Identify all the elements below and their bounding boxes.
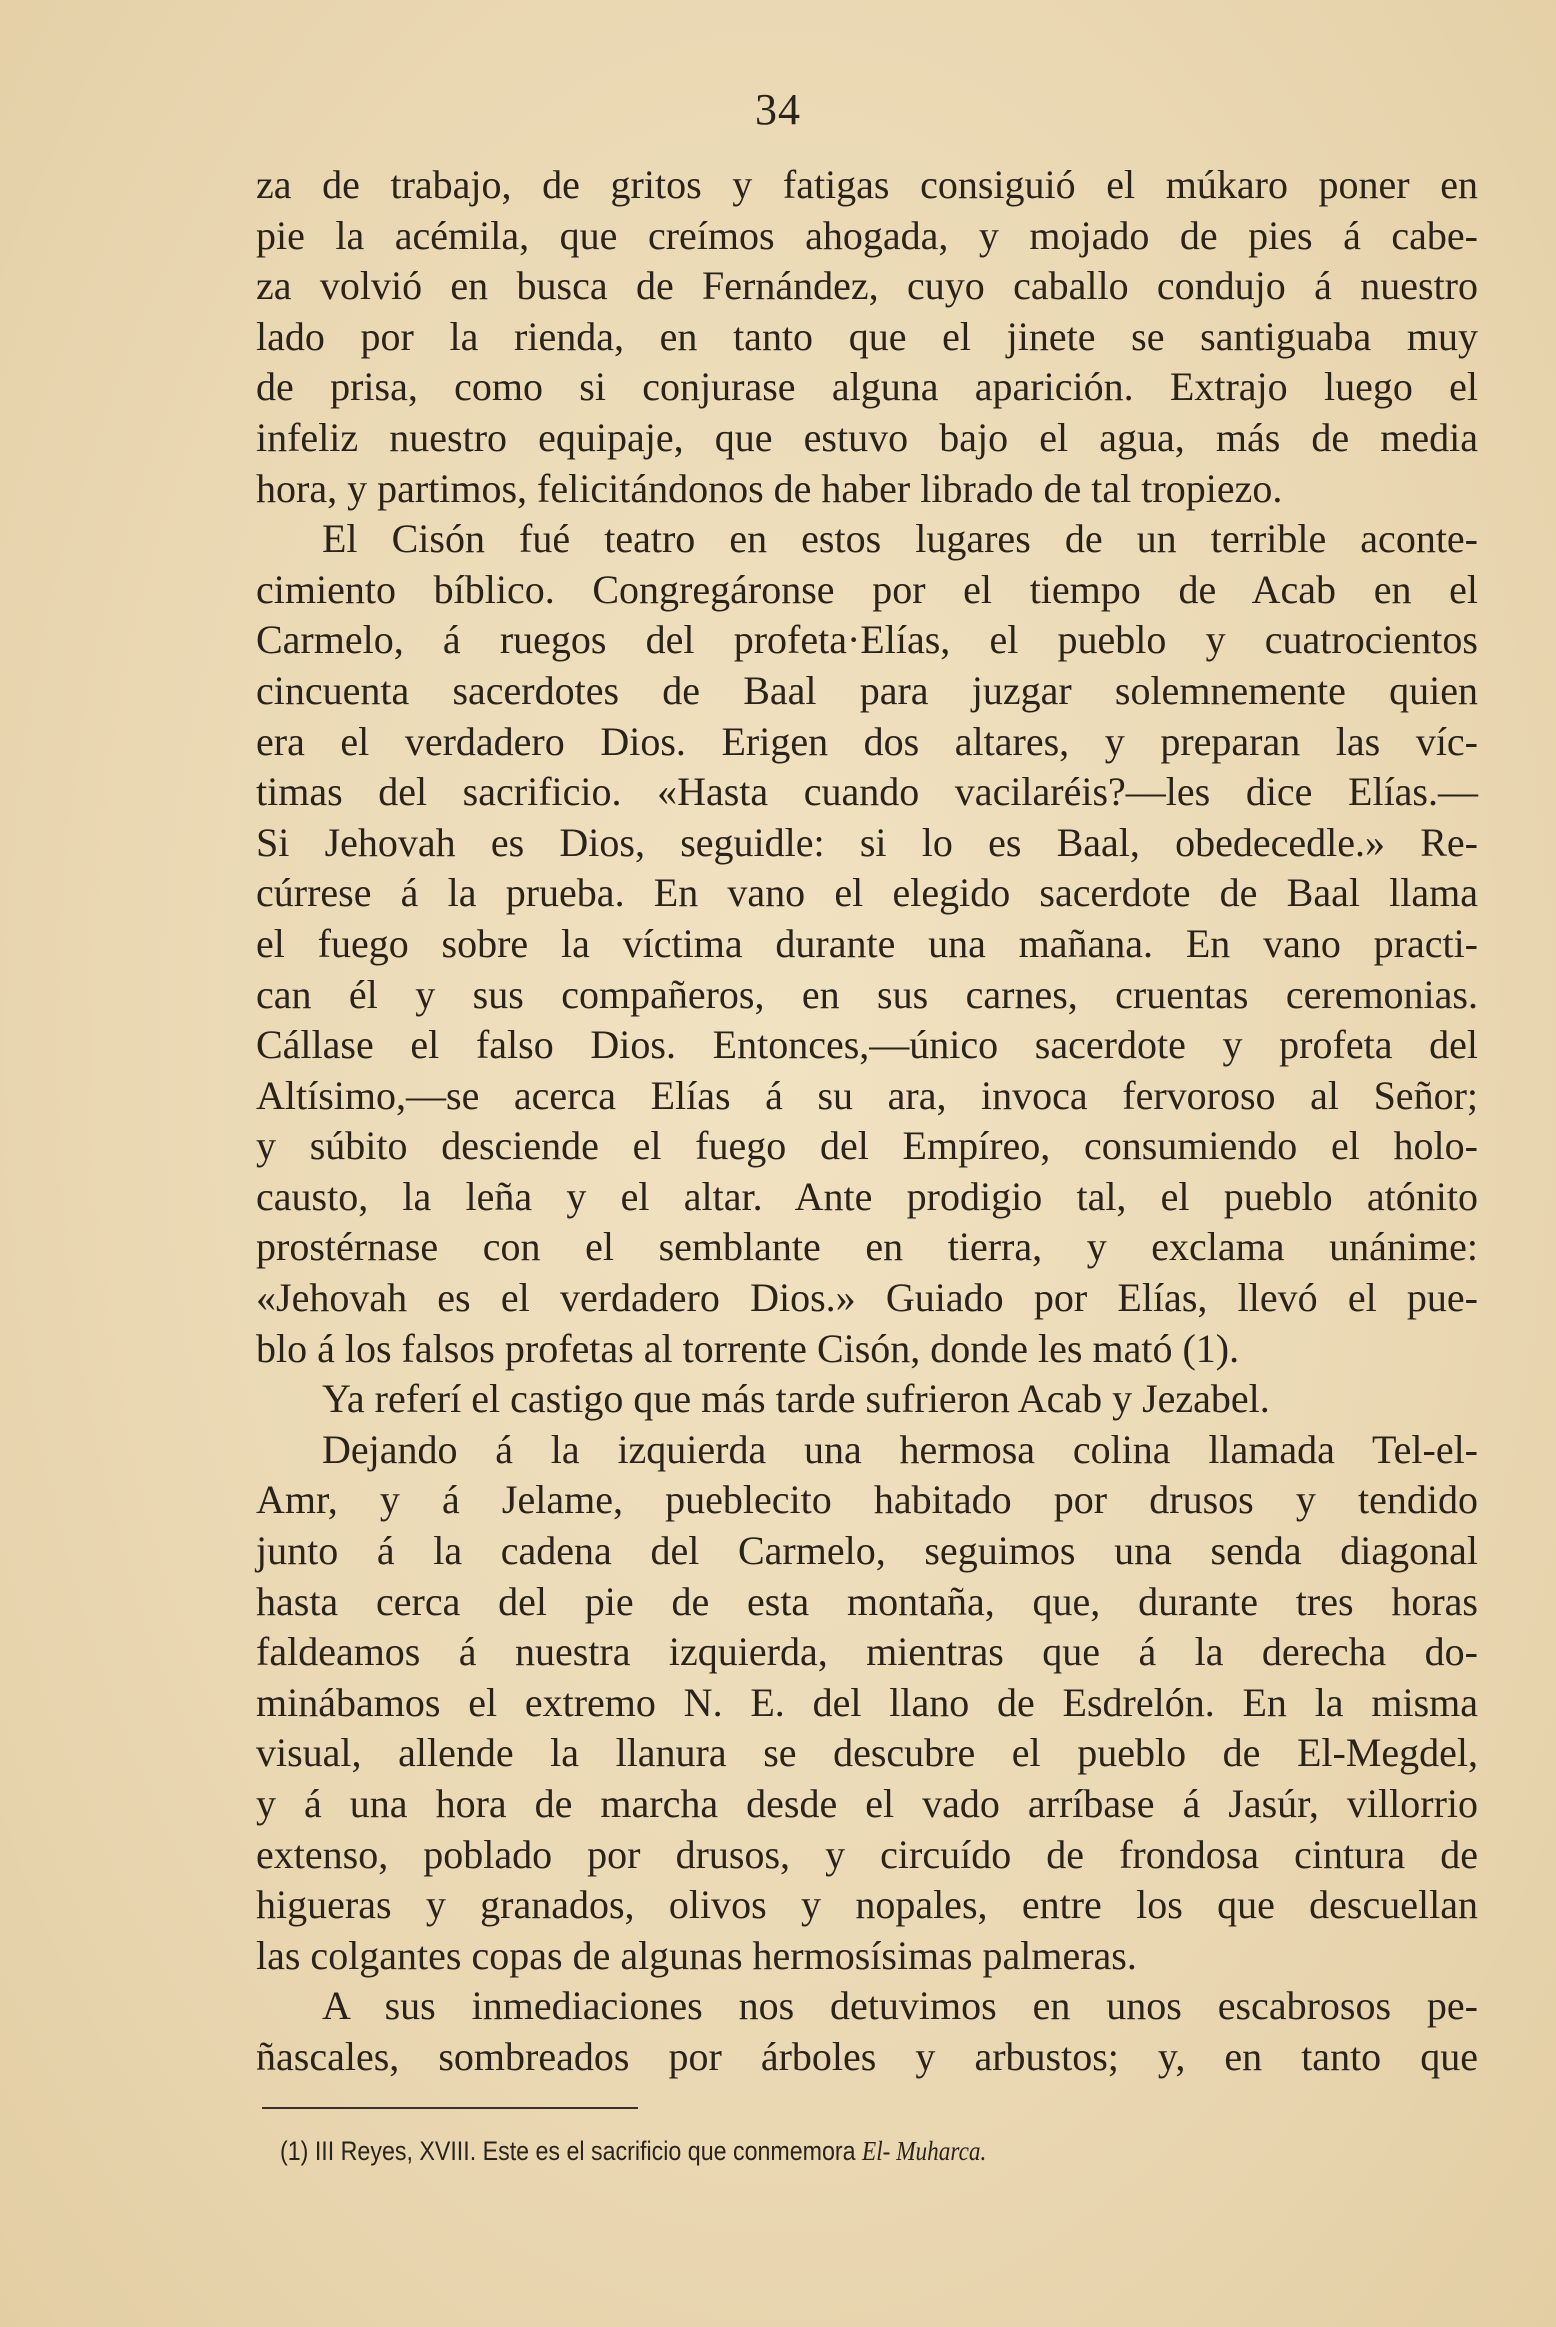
body-text	[256, 160, 1478, 2083]
text-line: El Cisón fué teatro en estos lugares de un terrible aconte-	[322, 516, 1478, 562]
text-line: ñascales, sombreados por árboles y arbustos; y, en tanto que	[256, 2033, 1478, 2079]
text-line: Cállase el falso Dios. Entonces,—único sacerdote y profeta del	[256, 1022, 1478, 1068]
text-line: Carmelo, á ruegos del profeta·Elías, el pueblo y cuatrocientos	[256, 617, 1478, 663]
text-line: Altísimo,—se acerca Elías á su ara, invoca fervoroso al Señor;	[256, 1072, 1478, 1118]
text-line: cincuenta sacerdotes de Baal para juzgar solemnemente quien	[256, 667, 1478, 713]
text-line: «Jehovah es el verdadero Dios.» Guiado por Elías, llevó el pue-	[256, 1275, 1478, 1321]
text-line: Si Jehovah es Dios, seguidle: si lo es Baal, obedecedle.» Re-	[256, 819, 1478, 865]
text-line: hora, y partimos, felicitándonos de haber librado de tal tropiezo.	[256, 465, 1283, 511]
text-line: lado por la rienda, en tanto que el jinete se santiguaba muy	[256, 313, 1478, 359]
text-line: Dejando á la izquierda una hermosa colina llamada Tel-el-	[322, 1426, 1478, 1472]
text-line: za de trabajo, de gritos y fatigas consiguió el múkaro poner en	[256, 162, 1478, 207]
text-line: extenso, poblado por drusos, y circuído de frondosa cintura de	[256, 1831, 1478, 1877]
text-line: za volvió en busca de Fernández, cuyo caballo condujo á nuestro	[256, 263, 1478, 309]
text-line: blo á los falsos profetas al torrente Cisón, donde les mató (1).	[256, 1325, 1240, 1371]
footnote-text: III Reyes, XVIII. Este es el sacrificio que conmemora	[314, 2136, 856, 2166]
text-line: y súbito desciende el fuego del Empíreo, consumiendo el holo-	[256, 1123, 1478, 1169]
text-line: cimiento bíblico. Congregáronse por el tiempo de Acab en el	[256, 566, 1478, 612]
text-line: timas del sacrificio. «Hasta cuando vacilaréis?—les dice Elías.—	[256, 769, 1478, 815]
text-line: hasta cerca del pie de esta montaña, que, durante tres horas	[256, 1578, 1478, 1624]
text-line: y á una hora de marcha desde el vado arríbase á Jasúr, villorrio	[256, 1781, 1478, 1826]
text-line: infeliz nuestro equipaje, que estuvo bajo el agua, más de media	[256, 414, 1478, 460]
text-line: faldeamos á nuestra izquierda, mientras que á la derecha do-	[256, 1629, 1478, 1675]
text-line: visual, allende la llanura se descubre el pueblo de El-Megdel,	[256, 1730, 1478, 1776]
text-line: de prisa, como si conjurase alguna aparición. Extrajo luego el	[256, 364, 1478, 410]
footnote-marker: (1)	[280, 2136, 309, 2166]
page-number: 34	[755, 85, 801, 134]
text-line: causto, la leña y el altar. Ante prodigio tal, el pueblo atónito	[256, 1173, 1478, 1219]
text-line: el fuego sobre la víctima durante una mañana. En vano practi-	[256, 920, 1478, 966]
text-line: cúrrese á la prueba. En vano el elegido sacerdote de Baal llama	[256, 870, 1478, 916]
footnote-place: El- Muharca.	[862, 2136, 987, 2166]
text-line: junto á la cadena del Carmelo, seguimos una senda diagonal	[256, 1528, 1478, 1574]
text-line: pie la acémila, que creímos ahogada, y mojado de pies á cabe-	[256, 212, 1478, 258]
footnote	[280, 2136, 1226, 2167]
text-line: Ya referí el castigo que más tarde sufrieron Acab y Jezabel.	[322, 1376, 1270, 1422]
text-line: minábamos el extremo N. E. del llano de Esdrelón. En la misma	[256, 1679, 1478, 1725]
text-line: can él y sus compañeros, en sus carnes, cruentas ceremonias.	[256, 971, 1478, 1017]
footnote-divider	[262, 2107, 638, 2109]
text-line: Amr, y á Jelame, pueblecito habitado por drusos y tendido	[256, 1477, 1478, 1523]
text-line: era el verdadero Dios. Erigen dos altares, y preparan las víc-	[256, 718, 1478, 764]
text-line: prostérnase con el semblante en tierra, y exclama unánime:	[256, 1224, 1478, 1270]
text-line: las colgantes copas de algunas hermosísimas palmeras.	[256, 1932, 1137, 1978]
text-line: higueras y granados, olivos y nopales, entre los que descuellan	[256, 1882, 1478, 1928]
text-line: A sus inmediaciones nos detuvimos en unos escabrosos pe-	[322, 1983, 1478, 2029]
